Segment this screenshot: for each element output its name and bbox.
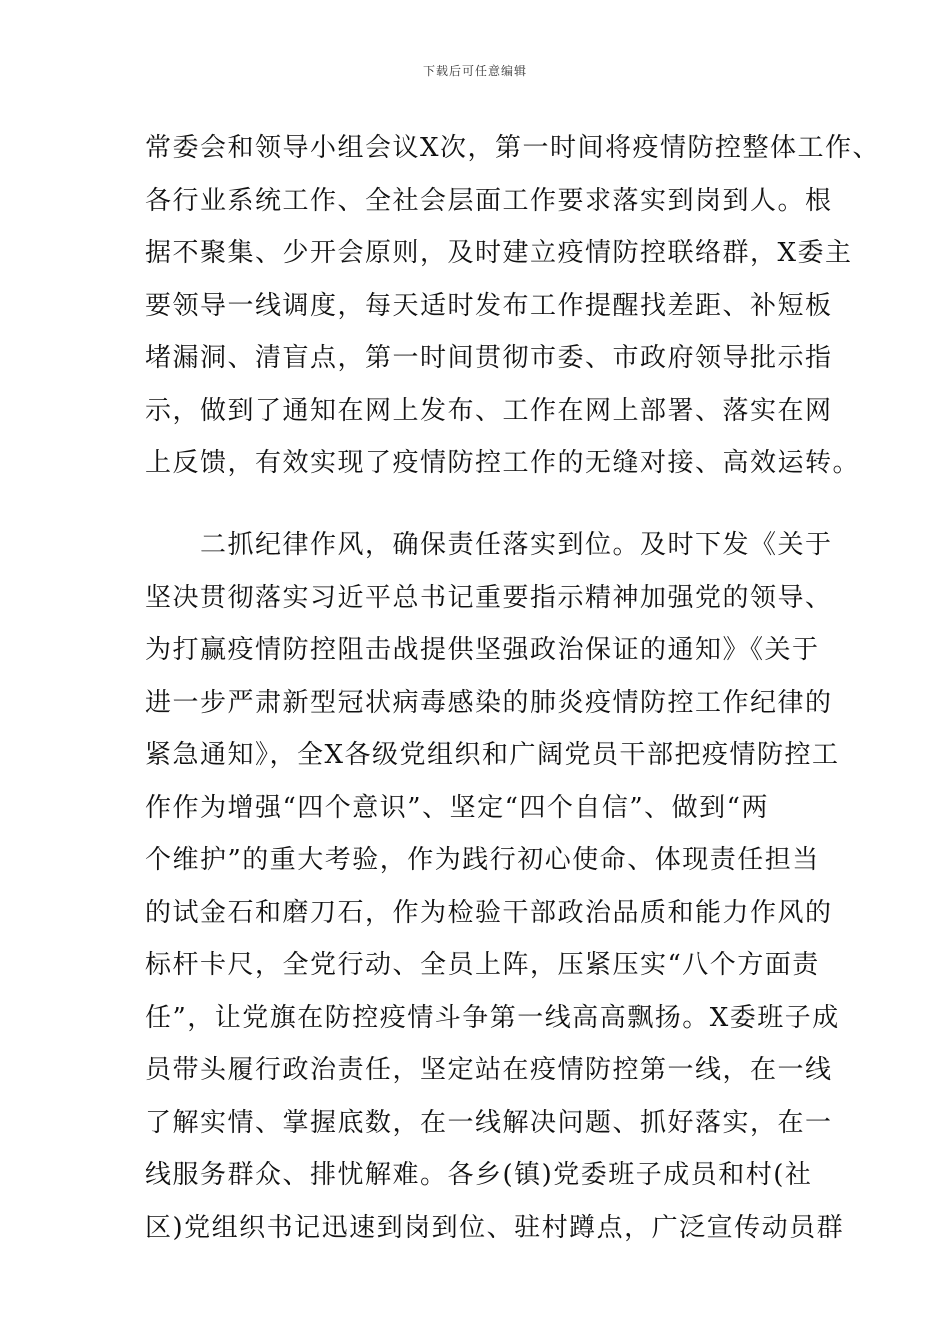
text-line: 要领导一线调度，每天适时发布工作提醒找差距、补短板 [145,290,833,321]
text-line: 据不聚集、少开会原则，及时建立疫情防控联络群，X委主 [145,238,853,268]
text-line: 上反馈，有效实现了疫情防控工作的无缝对接、高效运转。 [145,448,861,478]
text-line: 标杆卡尺，全党行动、全员上阵，压紧压实“八个方面责 [145,950,820,980]
text-line: 示，做到了通知在网上发布、工作在网上部署、落实在网 [145,395,833,426]
text-line: 任”，让党旗在防控疫情斗争第一线高高飘扬。X委班子成 [145,1002,840,1033]
text-line: 为打赢疫情防控阻击战提供坚强政治保证的通知》《关于 [145,635,820,665]
text-line: 坚决贯彻落实习近平总书记重要指示精神加强党的领导、 [145,582,833,613]
text-line: 员带头履行政治责任，坚定站在疫情防控第一线，在一线 [145,1055,833,1085]
paragraph-2 [145,519,845,1254]
text-line: 区)党组织书记迅速到岗到位、驻村蹲点，广泛宣传动员群 [145,1212,845,1243]
text-line: 二抓纪律作风，确保责任落实到位。及时下发《关于 [145,530,833,560]
text-line: 进一步严肃新型冠状病毒感染的肺炎疫情防控工作纪律的 [145,687,833,718]
paragraph-1 [145,122,881,490]
text-line: 个维护”的重大考验，作为践行初心使命、体现责任担当 [145,845,820,875]
text-line: 作作为增强“四个意识”、坚定“四个自信”、做到“两 [145,792,769,823]
text-line: 常委会和领导小组会议X次，第一时间将疫情防控整体工作、 [145,133,881,163]
page-header: 下载后可任意编辑 [422,64,527,78]
text-line: 堵漏洞、清盲点，第一时间贯彻市委、市政府领导批示指 [145,343,833,373]
text-line: 线服务群众、排忧解难。各乡(镇)党委班子成员和村(社 [145,1160,813,1190]
text-line: 紧急通知》，全X各级党组织和广阔党员干部把疫情防控工 [145,740,840,770]
text-line: 各行业系统工作、全社会层面工作要求落实到岗到人。根 [145,185,833,216]
text-line: 的试金石和磨刀石，作为检验干部政治品质和能力作风的 [145,897,833,928]
text-line: 了解实情、掌握底数，在一线解决问题、抓好落实，在一 [145,1107,833,1138]
